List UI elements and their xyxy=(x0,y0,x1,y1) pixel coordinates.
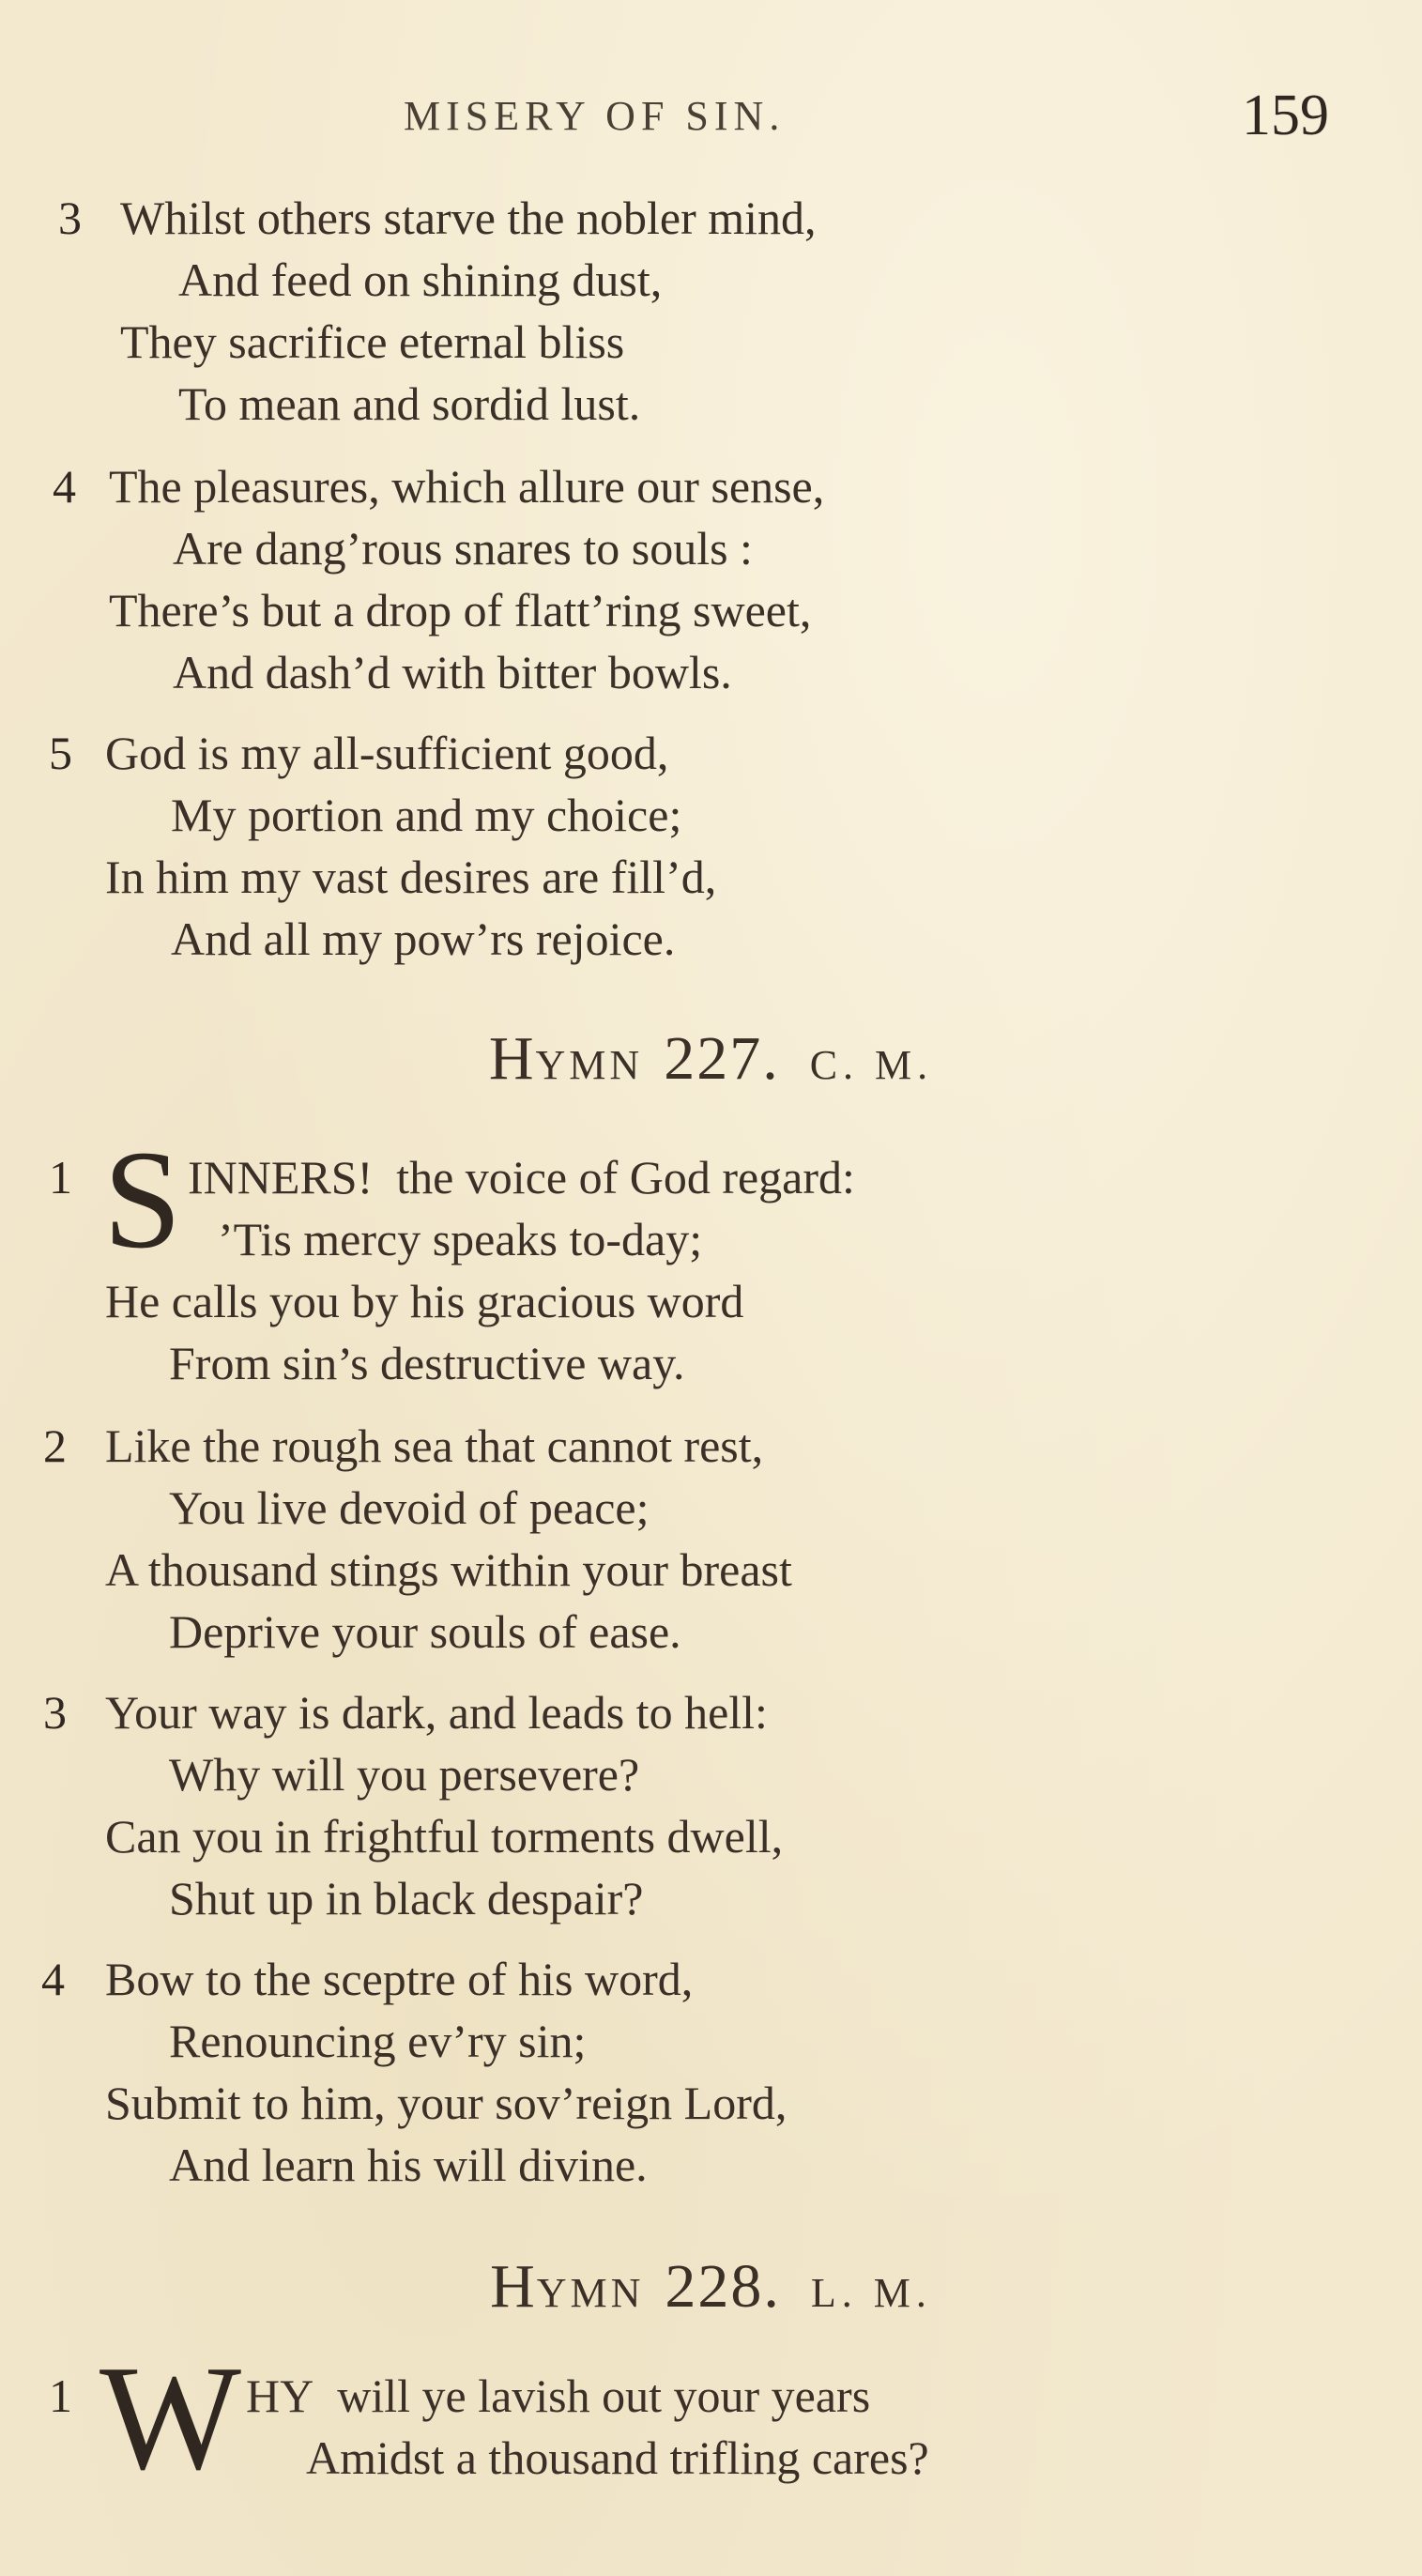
verse-line: Your way is dark, and leads to hell: xyxy=(105,1686,768,1739)
verse-line xyxy=(246,2366,870,2426)
verse-number: 2 xyxy=(43,1419,67,1472)
verse-line: From sin’s destructive way. xyxy=(169,1337,685,1389)
verse-line: Why will you persevere? xyxy=(169,1748,640,1801)
verse-line: There’s but a drop of flatt’ring sweet, xyxy=(109,584,812,636)
verse-number: 4 xyxy=(53,460,76,513)
drop-cap: S xyxy=(103,1122,182,1278)
hymn-heading-word: YMN xyxy=(536,2270,645,2316)
hymn-meter: C. M. xyxy=(809,1042,934,1088)
verse-line: Shut up in black despair? xyxy=(169,1872,644,1924)
running-title: MISERY OF SIN. xyxy=(404,93,786,139)
verse-line: He calls you by his gracious word xyxy=(105,1275,744,1327)
verse-line-text: the voice of God regard: xyxy=(396,1151,855,1204)
verse-line: ’Tis mercy speaks to-day; xyxy=(218,1213,703,1265)
verse-line: Whilst others starve the nobler mind, xyxy=(120,192,817,244)
verse-number: 5 xyxy=(49,727,72,779)
verse-line: God is my all-sufficient good, xyxy=(105,727,669,779)
verse-line: Can you in frightful torments dwell, xyxy=(105,1810,784,1863)
verse-number: 1 xyxy=(49,2369,72,2422)
verse-line xyxy=(188,1147,855,1207)
verse-number: 1 xyxy=(49,1151,72,1204)
hymn-heading-initial: H xyxy=(490,2252,537,2321)
verse-line: The pleasures, which allure our sense, xyxy=(109,460,825,513)
verse-line: To mean and sordid lust. xyxy=(178,377,641,430)
verse-line: And all my pow’rs rejoice. xyxy=(171,912,676,965)
verse-line: Amidst a thousand trifling cares? xyxy=(306,2431,929,2484)
verse-line: Deprive your souls of ease. xyxy=(169,1605,681,1658)
verse-line: Bow to the sceptre of his word, xyxy=(105,1953,694,2005)
verse-number: 3 xyxy=(58,192,82,244)
verse-line: And dash’d with bitter bowls. xyxy=(173,646,732,698)
hymn-heading-word: YMN xyxy=(535,1042,644,1088)
hymn-meter: L. M. xyxy=(810,2270,932,2316)
first-word-smallcaps: HY xyxy=(246,2369,314,2422)
hymn-227-heading xyxy=(0,1023,1422,1095)
verse-number: 4 xyxy=(41,1953,65,2005)
hymn-number: 228. xyxy=(665,2252,781,2321)
page-number: 159 xyxy=(1242,84,1329,147)
verse-line: They sacrifice eternal bliss xyxy=(120,315,625,368)
verse-line: Are dang’rous snares to souls : xyxy=(173,522,753,575)
drop-cap: W xyxy=(99,2334,242,2501)
verse-line: Submit to him, your sov’reign Lord, xyxy=(105,2077,787,2129)
verse-line: You live devoid of peace; xyxy=(169,1481,650,1534)
verse-line: My portion and my choice; xyxy=(171,789,682,841)
hymn-number: 227. xyxy=(664,1024,780,1093)
first-word-smallcaps: INNERS! xyxy=(188,1151,374,1204)
hymn-228-heading xyxy=(0,2251,1422,2323)
verse-line: And learn his will divine. xyxy=(169,2139,648,2191)
hymn-heading-initial: H xyxy=(488,1024,536,1093)
verse-line: In him my vast desires are fill’d, xyxy=(105,851,717,903)
verse-number: 3 xyxy=(43,1686,67,1739)
verse-line: And feed on shining dust, xyxy=(178,253,663,306)
verse-line-text: will ye lavish out your years xyxy=(337,2369,871,2422)
verse-line: A thousand stings within your breast xyxy=(105,1543,792,1596)
verse-line: Renouncing ev’ry sin; xyxy=(169,2015,587,2067)
verse-line: Like the rough sea that cannot rest, xyxy=(105,1419,764,1472)
running-head xyxy=(0,83,1422,148)
